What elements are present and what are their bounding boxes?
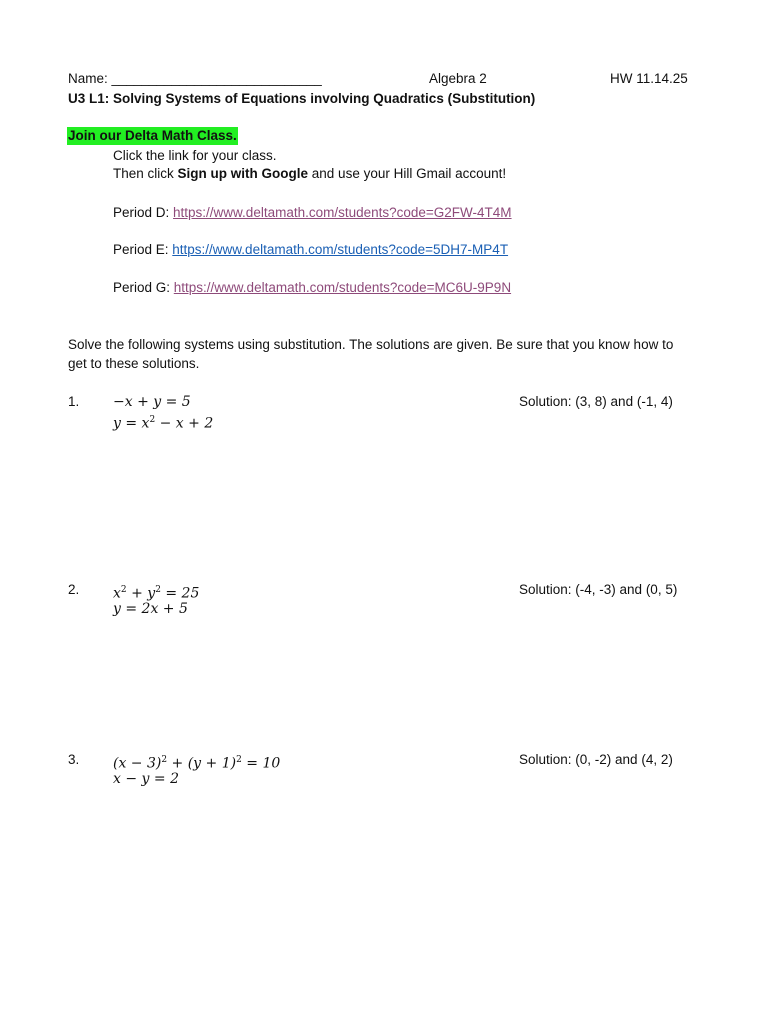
problem-1-equation-1: −x + y = 5 — [113, 394, 191, 410]
course-name: Algebra 2 — [429, 71, 487, 86]
instruction-sign-up — [113, 165, 506, 183]
period-g-link[interactable]: https://www.deltamath.com/students?code=MC6U-9P9N — [173, 280, 512, 295]
period-g-label: Period G: — [113, 280, 174, 295]
period-e-link[interactable]: https://www.deltamath.com/students?code=5DH7-MP4T — [172, 242, 509, 257]
problem-2-number: 2. — [68, 582, 80, 597]
problem-3-number: 3. — [68, 752, 80, 767]
problem-2-equation-2: y = 2x + 5 — [113, 601, 188, 617]
period-g-row — [113, 279, 511, 297]
problem-1-number: 1. — [68, 394, 80, 409]
sign-up-text-after: and use your Hill Gmail account! — [308, 166, 507, 181]
sign-up-google-text: Sign up with Google — [177, 166, 309, 181]
problem-1-equation-2: $y = x^2 - x + 2$ — [113, 415, 214, 432]
period-e-row — [113, 241, 508, 259]
problem-3-equation-2: x − y = 2 — [113, 771, 179, 787]
sign-up-text-before: Then click — [113, 166, 178, 181]
problem-2-solution: Solution: (-4, -3) and (0, 5) — [519, 582, 678, 597]
problem-1-solution: Solution: (3, 8) and (-1, 4) — [519, 394, 673, 409]
problem-3-equation-1: $(x - 3)^2 + (y + 1)^2 = 10$ — [113, 755, 281, 772]
delta-math-heading: Join our Delta Math Class. — [68, 128, 237, 143]
instructions-line-1: Solve the following systems using substitution. The solutions are given. Be sure that you know how to — [68, 337, 674, 352]
period-d-link[interactable]: https://www.deltamath.com/students?code=G2FW-4T4M — [173, 205, 512, 220]
page-title: U3 L1: Solving Systems of Equations involving Quadratics (Substitution) — [68, 91, 536, 106]
period-d-label: Period D: — [113, 205, 174, 220]
hw-id: HW 11.14.25 — [610, 71, 688, 86]
period-d-row — [113, 204, 512, 222]
period-e-label: Period E: — [113, 242, 173, 257]
name-line: Name: ____________________________ — [68, 71, 322, 86]
problem-2-equation-1: $x^2 + y^2 = 25$ — [113, 585, 200, 602]
problem-3-solution: Solution: (0, -2) and (4, 2) — [519, 752, 673, 767]
instructions-line-2: get to these solutions. — [68, 356, 200, 371]
instruction-click-link: Click the link for your class. — [113, 148, 277, 163]
